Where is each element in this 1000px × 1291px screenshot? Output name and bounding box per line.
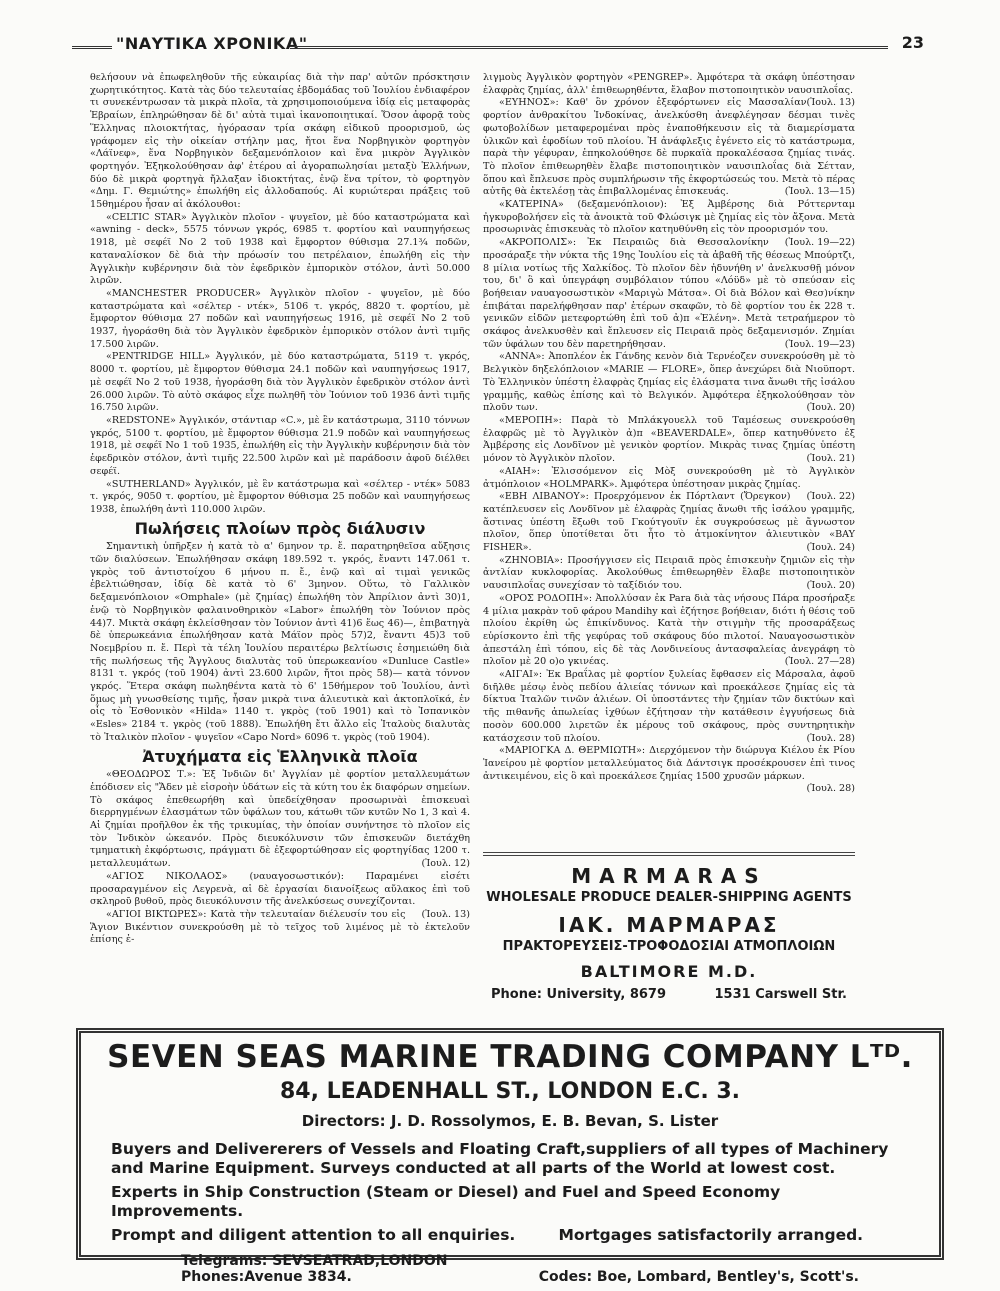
accident-entry: «ΑΓΙΟΙ ΒΙΚΤΩΡΕΣ»: Κατὰ τὴν τελευταίαν διέλευσίν του εἰς Ἅγιον Βικέντιον συνεκρούσθη μὲ τὸ τεῖχος τοῦ λιμένος μὲ τὸ ἐκτελοῦν ἐπίσης ἐ- (90, 909, 470, 946)
codes: Codes: Boe, Lombard, Bentley's, Scott's. (538, 1269, 859, 1285)
phones: Phones:Avenue 3834. (181, 1269, 352, 1285)
services-line: Prompt and diligent attention to all enquiries. Mortgages satisfactorily arranged. (111, 1226, 864, 1244)
section-heading-scrapping: Πωλήσεις πλοίων πρὸς διάλυσιν (134, 518, 426, 538)
page-header (72, 32, 924, 58)
company-services (111, 1140, 909, 1245)
accident-entry: «ΟΡΟΣ ΡΟΔΟΠΗ»: Ἀπολλύσαν ἐκ Para διὰ τὰς νήσους Πάρα προσήραξε 4 μίλια μακρὰν τοῦ φάρου Mandihy καὶ ἐζήτησε βοήθειαν, διότι ἡ θέσις τοῦ πλοίου ἐκρίθη ὡς ἐπικίνδυνος. Κατὰ τὴν στιγμὴν τῆς προσαράξεως εὑρίσκοντο ἐπὶ τῆς γεφύρας τοῦ σκάφους δύο πιλοτοί. Ναυαγοσωστικὸν ἀπεστάλη ἐπὶ τόπου, εἰς δὲ τὰς Λονδινείους ἀντασφαλείας ἀνεγράφη τὸ πλοῖον μὲ 20 ο)ο γκινέας. (Ἰουλ. 27—28) (483, 592, 855, 668)
marmaras-contacts (483, 987, 855, 1002)
marmaras-greek-name: ΙΑΚ. ΜΑΡΜΑΡΑΣ (558, 913, 780, 937)
page-number: 23 (901, 33, 924, 52)
accident-entry: «ΕΒΗ ΛΙΒΑΝΟΥ»: Προερχόμενον ἐκ Πόρτλαντ (Ὄρεγκον) κατέπλευσεν εἰς Λονδῖνον μὲ ἐλαφρὰς ζημίας ἄνωθι τῆς ἰσάλου γραμμῆς, ἅστινας ὑπέστη ἔξωθι τοῦ Γκούτγουϊν ἐκ συγκρούσεως μὲ ἄγνωστον πλοῖον, ὅπερ ὑποτίθεται ὅτι ἦτο τὸ ἀτμοκίνητον ἁλιευτικὸν «BAY FISHER». (Ἰουλ. 24) (483, 491, 855, 554)
accident-entry: «ΜΑΡΙΟΓΚΑ Δ. ΘΕΡΜΙΩΤΗ»: Διερχόμενον τὴν διώρυγα Κιέλου ἐκ Ρίου Ἰανείρου μὲ φορτίον μεταλλεύματος διὰ Δάντσιγκ προσέκρουσεν ἐπὶ τινος ἀντικειμένου, εἰς ὃ καὶ προεκάλεσε ζημίας 1500 χρυσῶν μάρκων. (Ἰουλ. 28) (483, 745, 855, 795)
ship-sale-entry: «CELTIC STAR» Ἀγγλικὸν πλοῖον - ψυγεῖον, μὲ δύο καταστρώματα καὶ «awning - deck», 5575 τόννων γκρός, 6985 τ. φορτίου καὶ ναυπηγήσεως 1918, μὲ σεφέϊ Νο 2 τοῦ 1938 καὶ ἔμφορτον θύθισμα 27.1¾ ποδῶν, καταναλίσκον δὲ διὰ τὴν πρόωσίν του πετρέλαιον, ἐπωλήθη εἰς τὴν Ἀγγλικὴν κυβέρνησιν διὰ τὸν ἐφεδρικὸν ἐμπορικὸν στόλον, ἀντὶ 50.000 λιρῶν. (90, 211, 470, 287)
contacts-left (181, 1253, 448, 1285)
scrapping-text: Σημαντικὴ ὑπῆρξεν ἡ κατὰ τὸ α' 6μηνον τρ. ἔ. παρατηρηθεῖσα αὔξησις τῶν διαλύσεων. Ἐπωλήθησαν σκάφη 189.592 τ. γκρός, ἔναντι 147.061 τ. γκρὸς τοῦ ἀντιστοίχου 6 μήνου π. ἔ., ἐνῷ καὶ αἱ τιμαὶ γενικῶς ἐβελτιώθησαν, ἰδίᾳ δὲ κατὰ τὸ 6' 3μηνον. Οὕτω, τὸ Γαλλικὸν δεξαμενόπλοιον «Omphale» (μὲ ζημίας) ἐπωλήθη τὸν Ἀπρίλιον ἀντὶ 30)1, ἐνῷ τὸ Νορβηγικὸν φαλαινοθηρικὸν «Labor» ἐπωλήθη τὸν Ἰούνιον πρὸς 44)7. Μικτὰ σκάφη ἐκλείσθησαν τὸν Ἰούνιον ἀντὶ 41)6 ἕως 46)—, ἐπιβατηγὰ δὲ ὑπερωκεάνια ἐπωλήθησαν κατὰ Μάϊον πρὸς 57)2, ἔναντι 45)3 τοῦ Νοεμβρίου π. ἔ. Περὶ τὰ τέλη Ἰουλίου περαιτέρω βελτίωσις ἐσημειώθη διὰ τῆς πωλήσεως τῆς Ἄγγλους διαλυτὰς τοῦ ὑπερωκεανίου «Dunluce Castle» 8131 τ. γκρός (τοῦ 1904) ἀντὶ 23.600 λιρῶν, ἤτοι πρὸς 58)— κατὰ τόννον γκρός. Ἕτερα σκάφη πωληθέντα κατὰ τὸ 6' 15θήμερον τοῦ Ἰουλίου, ἀντὶ ὅμως μὴ γνωσθείσης τιμῆς, ἦσαν μικρὰ τινα ἁλιευτικὰ καὶ ἀκτοπλοϊκά, ἐν οἷς τὸ Ἐσθονικὸν «Hilda» 1140 τ. γκρὸς (τοῦ 1901) καὶ τὸ Ἰσπανικὸν «Esles» 2184 τ. γκρὸς (τοῦ 1888). Ἐπωλήθη ἔτι ἄλλο εἰς Ἰταλοὺς διαλυτὰς τὸ Ἰταλικὸν πλοῖον - ψυγεῖον «Capo Nord» 6096 τ. γκρὸς (τοῦ 1904). (90, 541, 470, 743)
market-intro: θελήσουν νὰ ἐπωφεληθοῦν τῆς εὐκαιρίας διὰ τὴν παρ' αὐτῶν πρόσκτησιν χωρητικότητος. Κατὰ τὰς δύο τελευταίας ἑβδομάδας τοῦ Ἰουλίου ἐνδιαφέρον τι συνεκέντρωσαν τὰ μικρὰ πλοῖα, τὰ χρησιμοποιούμενα ἰδίᾳ εἰς μεταφορὰς Ἑβραίων, ἐπληρώθησαν δὲ δι' αὐτὰ τιμαὶ ἱκανοποιητικαί. Ὅσον ἀφορᾷ τοὺς Ἕλληνας πλοιοκτήτας, ἠγόρασαν τρία σκάφη εἰδικοῦ προορισμοῦ, ὡς γράφομεν εἰς τὴν οἰκείαν στήλην μας, ἤτοι ἕνα Νορβηγικὸν φορτηγὸν «Λάϊνεφ», ἕνα Νορβηγικὸν δεξαμενόπλοιον καὶ ἕνα μικρὸν Ἀγγλικὸν φορτηγόν. Ἐξηκολούθησαν ἀφ' ἑτέρου αἱ ἀγοραπωλησίαι μεταξὺ Ἑλλήνων, δύο δὲ μικρὰ φορτηγὰ ἤλλαξαν ἰδιοκτήτας, ἐνῷ ἕνα τρίτον, τὸ φορτηγὸν «Δημ. Γ. Θεμιώτης» ἐπωλήθη εἰς ἀλλοδαπούς. Αἱ κυριώτεραι πράξεις τοῦ 15θημέρου ἦσαν αἱ ἀκόλουθοι: (90, 72, 470, 211)
header-rule-left (72, 46, 112, 49)
accident-entry: λιγμοὺς Ἀγγλικὸν φορτηγὸν «PENGREP». Ἀμφότερα τὰ σκάφη ὑπέστησαν ἐλαφρὰς ζημίας, ἀλλ' ἐπιθεωρηθέντα, ἔλαβον πιστοποιητικὸν ναυσιπλοΐας. (Ἰουλ. 13) (483, 72, 855, 109)
right-column (483, 72, 855, 796)
left-column (90, 72, 470, 947)
ship-sale-entry: «PENTRIDGE HILL» Ἀγγλικόν, μὲ δύο καταστρώματα, 5119 τ. γκρός, 8000 τ. φορτίου, μὲ ἔμφορτον θύθισμα 24.1 ποδῶν καὶ ναυπηγήσεως 1917, μὲ σεφέϊ Νο 2 τοῦ 1938, ἠγοράσθη διὰ τὸν Ἀγγλικὸν ἐφεδρικὸν στόλον ἀντὶ 26.000 λιρῶν. Τὸ αὐτὸ σκάφος εἶχε πωληθῆ τὸν Ἰούνιον τοῦ 1936 ἀντὶ τιμῆς 16.750 λιρῶν. (90, 351, 470, 414)
accident-entry: «ΚΑΤΕΡΙΝΑ» (δεξαμενόπλοιον): Ἐξ Ἀμβέρσης διὰ Ρόττερνταμ ἠγκυροβολήσεν εἰς τὰ ἀνοικτὰ τοῦ Φλώσιγκ μὲ ζημίας εἰς τὸν ἄξονα. Μετὰ προσωρινὰς ἐπισκευὰς τὸ πλοῖον κατηυθύνθη εἰς τὸν προορισμόν του. (Ἰουλ. 19—22) (483, 199, 855, 249)
ship-sale-entry: «MANCHESTER PRODUCER» Ἀγγλικὸν πλοῖον - ψυγεῖον, μὲ δύο καταστρώματα καὶ «σέλτερ - ντέκ», 5106 τ. γκρός, 8820 τ. φορτίου, μὲ ἔμφορτον θύθισμα 27 ποδῶν καὶ ναυπηγήσεως 1916, μὲ σεφέϊ Νο 2 τοῦ 1937, ἠγοράσθη διὰ τὸν Ἀγγλικὸν ἐφεδρικὸν ἐμπορικὸν στόλον ἀντὶ τιμῆς 17.500 λιρῶν. (90, 287, 470, 350)
accident-entry: «ΑΓΙΟΣ ΝΙΚΟΛΑΟΣ» (ναυαγοσωστικόν): Παραμένει εἰσέτι προσαραγμένον εἰς Λεγρενὰ, αἱ δὲ ἐργασίαι διανοίξεως αὔλακος ἐπὶ τοῦ σκληροῦ βυθοῦ, πρὸς διευκόλυνσιν τῆς ἀνελκύσεως συνεχίζονται. (Ἰουλ. 13) (90, 870, 470, 920)
marmaras-city: BALTIMORE M.D. (580, 962, 758, 981)
marmaras-phone: Phone: University, 8679 (491, 987, 666, 1002)
ship-sale-entry: «SUTHERLAND» Ἀγγλικόν, μὲ ἓν κατάστρωμα καὶ «σέλτερ - ντέκ» 5083 τ. γκρός, 9050 τ. φορτίου, μὲ ἔμφορτον θύθισμα 25 ποδῶν καὶ ναυπηγήσεως 1938, ἐπωλήθη ἀντὶ 110.000 λιρῶν. (90, 478, 470, 515)
header-rule-right (290, 46, 888, 49)
accident-entry: «ΑΙΑΗ»: Ἐλισσόμενον εἰς Μὸξ συνεκρούσθη μὲ τὸ Ἀγγλικὸν ἀτμόπλοιον «HOLMPARK». Ἀμφότερα ὑπέστησαν μικρὰς ζημίας. (Ἰουλ. 22) (483, 465, 855, 503)
telegrams: Telegrams: SEVSEATRAD,LONDON (181, 1253, 448, 1269)
seven-seas-advertisement (76, 1028, 944, 1285)
accident-entry: «ΜΕΡΟΠΗ»: Παρὰ τὸ Μπλάκγουελλ τοῦ Ταμέσεως συνεκρούσθη ἐλαφρῶς μὲ τὸ Ἀγγλικὸν ἀ)π «BEAVERDALE», ὅπερ κατηυθύνετο ἐξ Ἀμβέρσης εἰς Λονδῖνον μὲ γενικὸν φορτίον. Μικρὰς τινας ζημίας ὑπέστη μόνον τὸ Ἀγγλικὸν πλοῖον. (Ἰουλ. 21) (483, 414, 855, 465)
accident-entry: «ΑΙΓΑΙ»: Ἐκ Βραΐλας μὲ φορτίον ξυλείας ἔφθασεν εἰς Μάρσαλα, ἀφοῦ διῆλθε μέσῳ ἐνὸς πεδίου ἁλιείας τόννων καὶ προεκάλεσε ζημίας εἰς τὰ δίκτυα Ἰταλῶν τινῶν ἁλιέων. Οἱ ὑποστάντες τὴν ζημίαν τῶν δικτύων καὶ τῆς πιθανῆς ἀπωλείας ἰχθύων ἐζήτησαν τὴν κατάθεσιν ἐγγυήσεως διὰ ποσὸν 600.000 λιρετῶν ἐκ μέρους τοῦ σκάφους, πρὸς συντηρητικὴν κατάσχεσιν τοῦ πλοίου. (Ἰουλ. 28) (483, 669, 855, 744)
accident-entry: «ΕΥΗΝΟΣ»: Καθ' ὃν χρόνον ἐξεφόρτωνεν εἰς Μασσαλίαν φορτίον ἀνθρακίτου Ἰνδοκίνας, ἀνελκύσθη ἀνεφλέγησαν δέσμαι τινὲς φωτοβολίδων μεταφερομέναι πρὸς ἐναποθήκευσιν εἰς τὰ διαμερίσματα ὑλικῶν καὶ ἐφοδίων τοῦ πλοίου. Ἡ ἀνάφλεξις ἐγένετο εἰς τὸ κατάστρωμα, παρὰ τὴν γέφυραν, ἐπηκολούθησε δὲ πυρκαϊὰ προκαλέσασα ζημίας τινάς. Τὸ πλοῖον ἐπιθεωρηθὲν ἔλαβε πιστοποιητικὸν ναυσιπλοΐας διὰ Σέτταν, ὅπου καὶ ἔπλευσε πρὸς συμπλήρωσιν τῆς ἐκφορτώσεώς του. Μετὰ τὸ πέρας αὐτῆς θὰ ἐκτελέσῃ τὰς ἐπιβαλλομένας ἐπισκευάς. (Ἰουλ. 13—15) (483, 97, 855, 198)
marmaras-address: 1531 Carswell Str. (714, 987, 847, 1002)
accident-entry: «ΘΕΟΔΩΡΟΣ Τ.»: Ἐξ Ἰνδιῶν δι' Ἀγγλίαν μὲ φορτίον μεταλλευμάτων ἐπόδισεν εἰς "Ἄδεν μὲ εἰσροὴν ὑδάτων εἰς τὰ κύτη του ἐκ διαφόρων σημείων. Τὸ σκάφος ἐπεθεωρήθη καὶ ὑπεδείχθησαν προσωρινὰὶ ἐπισκευαὶ διερρηγμένων ἐλασμάτων τῶν ὑφάλων του, κάτωθι τῶν κυτῶν Νο 1, 3 καὶ 4. Αἱ ζημίαι προῆλθον ἐκ τῆς τρικυμίας, τὴν ὁποίαν συνήντησε τὸ πλοῖον εἰς τὸν Ἰνδικὸν ὠκεανόν. Πρὸς διευκόλυνσιν τῶν ἐπισκευῶν διετάχθη τμηματικὴ ἐκφόρτωσις, πράγματι δὲ ἐξεφορτώθησαν εἰς φορτηγίδας 1200 τ. μεταλλευμάτων. (Ἰουλ. 12) (90, 769, 470, 870)
marmaras-tagline: WHOLESALE PRODUCE DEALER-SHIPPING AGENTS (486, 890, 852, 905)
company-directors: Directors: J. D. Rossolymos, E. B. Bevan, S. Lister (301, 1112, 719, 1130)
ship-sale-entry: «REDSTONE» Ἀγγλικόν, στάντιαρ «C.», μὲ ἓν κατάστρωμα, 3110 τόννων γκρός, 5100 τ. φορτίου, μὲ ἔμφορτον θύθισμα 21.9 ποδῶν καὶ ναυπηγήσεως 1918, μὲ σεφέϊ Νο 1 τοῦ 1935, ἐπωλήθη εἰς τὴν Ἀγγλικὴν κυβέρνησιν διὰ τὸν ἐφεδρικὸν στόλον, ἀντὶ τιμῆς 22.500 λιρῶν καὶ μὲ παράδοσιν ἀφοῦ διέλθει σεφέϊ. (90, 414, 470, 477)
accident-entry: «ΑΚΡΟΠΟΛΙΣ»: Ἐκ Πειραιῶς διὰ Θεσσαλονίκην προσάραξε τὴν νύκτα τῆς 19ης Ἰουλίου εἰς τὰ ἀβαθῆ τῆς θέσεως Μπούρτζι, 8 μίλια νοτίως τῆς Χαλκίδος. Τὸ πλοῖον δὲν ἠδυνήθη ν' ἀνελκυσθῇ μόνον του, δι' ὃ καὶ ὑπεγράφη συμβόλαιον τύπου «Λόϋδ» μὲ τὸ σπεύσαν εἰς βοήθειαν ναυαγοσωστικὸν «Μαριγὼ Μάτσα». Οἱ διὰ Βόλον καὶ Θεσ)νίκην ἐπιβάται παρελήφθησαν παρ' ἑτέρων σκαφῶν, τὸ δὲ φορτίον του ἐκ 228 τ. γενικῶν εἰδῶν μετεφορτώθη ἐπὶ τοῦ ἀ)π «Ἑλένη». Μετὰ τετραήμερον τὸ σκάφος ἀνελκυσθὲν καὶ ἔπλευσεν εἰς Πειραιᾶ πρὸς δεξαμενισμόν. Ζημίαι τῶν ὑφάλων του δὲν παρετηρήθησαν. (Ἰουλ. 19—23) (483, 237, 855, 350)
services-line: Experts in Ship Construction (Steam or Diesel) and Fuel and Speed Economy Improvements. (111, 1183, 781, 1220)
marmaras-advertisement (483, 852, 855, 1031)
services-line: Buyers and Delivererers of Vessels and Floating Craft,suppliers of all types of Machinery and Marine Equipment. Surveys conducted at all parts of the World at lowest cost. (111, 1140, 889, 1177)
section-heading-accidents: Ἀτυχήματα εἰς Ἑλληνικὰ πλοῖα (142, 746, 418, 766)
accident-entry: «ΖΗΝΟΒΙΑ»: Προσήγγισεν εἰς Πειραιᾶ πρὸς ἐπισκευὴν ζημιῶν εἰς τὴν ἀντλίαν κυκλοφορίας. Ἀκολούθως ἐπιθεωρηθὲν ἔλαβε πιστοποιητικὸν ναυσιπλοΐας συνεχίσαν τὸ ταξίδιόν του. (Ἰουλ. 20) (483, 554, 855, 592)
journal-title: "ΝΑΥΤΙΚΑ ΧΡΟΝΙΚΑ" (116, 34, 308, 53)
marmaras-greek-tagline: ΠΡΑΚΤΟΡΕΥΣΕΙΣ-ΤΡΟΦΟΔΟΣΙΑΙ ΑΤΜΟΠΛΟΙΩΝ (502, 939, 836, 954)
marmaras-brand: MARMARAS (571, 864, 767, 888)
company-address: 84, LEADENHALL ST., LONDON E.C. 3. (279, 1079, 741, 1104)
company-contacts (181, 1253, 859, 1285)
company-name: SEVEN SEAS MARINE TRADING COMPANY Lᵀᴰ. (107, 1039, 913, 1075)
accident-entry: «ΑΝΝΑ»: Ἀποπλέον ἐκ Γάνδης κενὸν διὰ Τερνέοζεν συνεκρούσθη μὲ τὸ Βελγικὸν δηξελόπλοιον «MARIE — FLORE», ὅπερ ἀνεχώρει διὰ Νιοϋπορτ. Τὸ Ἑλληνικὸν ὑπέστη ἐλαφρὰς ζημίας εἰς ἐλάσματα τινα ἄνωθι τῆς ἰσάλου γραμμῆς, καθὼς ἐπίσης καὶ τὸ Βελγικόν. Ἀμφότερα ἐξηκολούθησαν τὸν πλοῦν των. (Ἰουλ. 20) (483, 351, 855, 414)
